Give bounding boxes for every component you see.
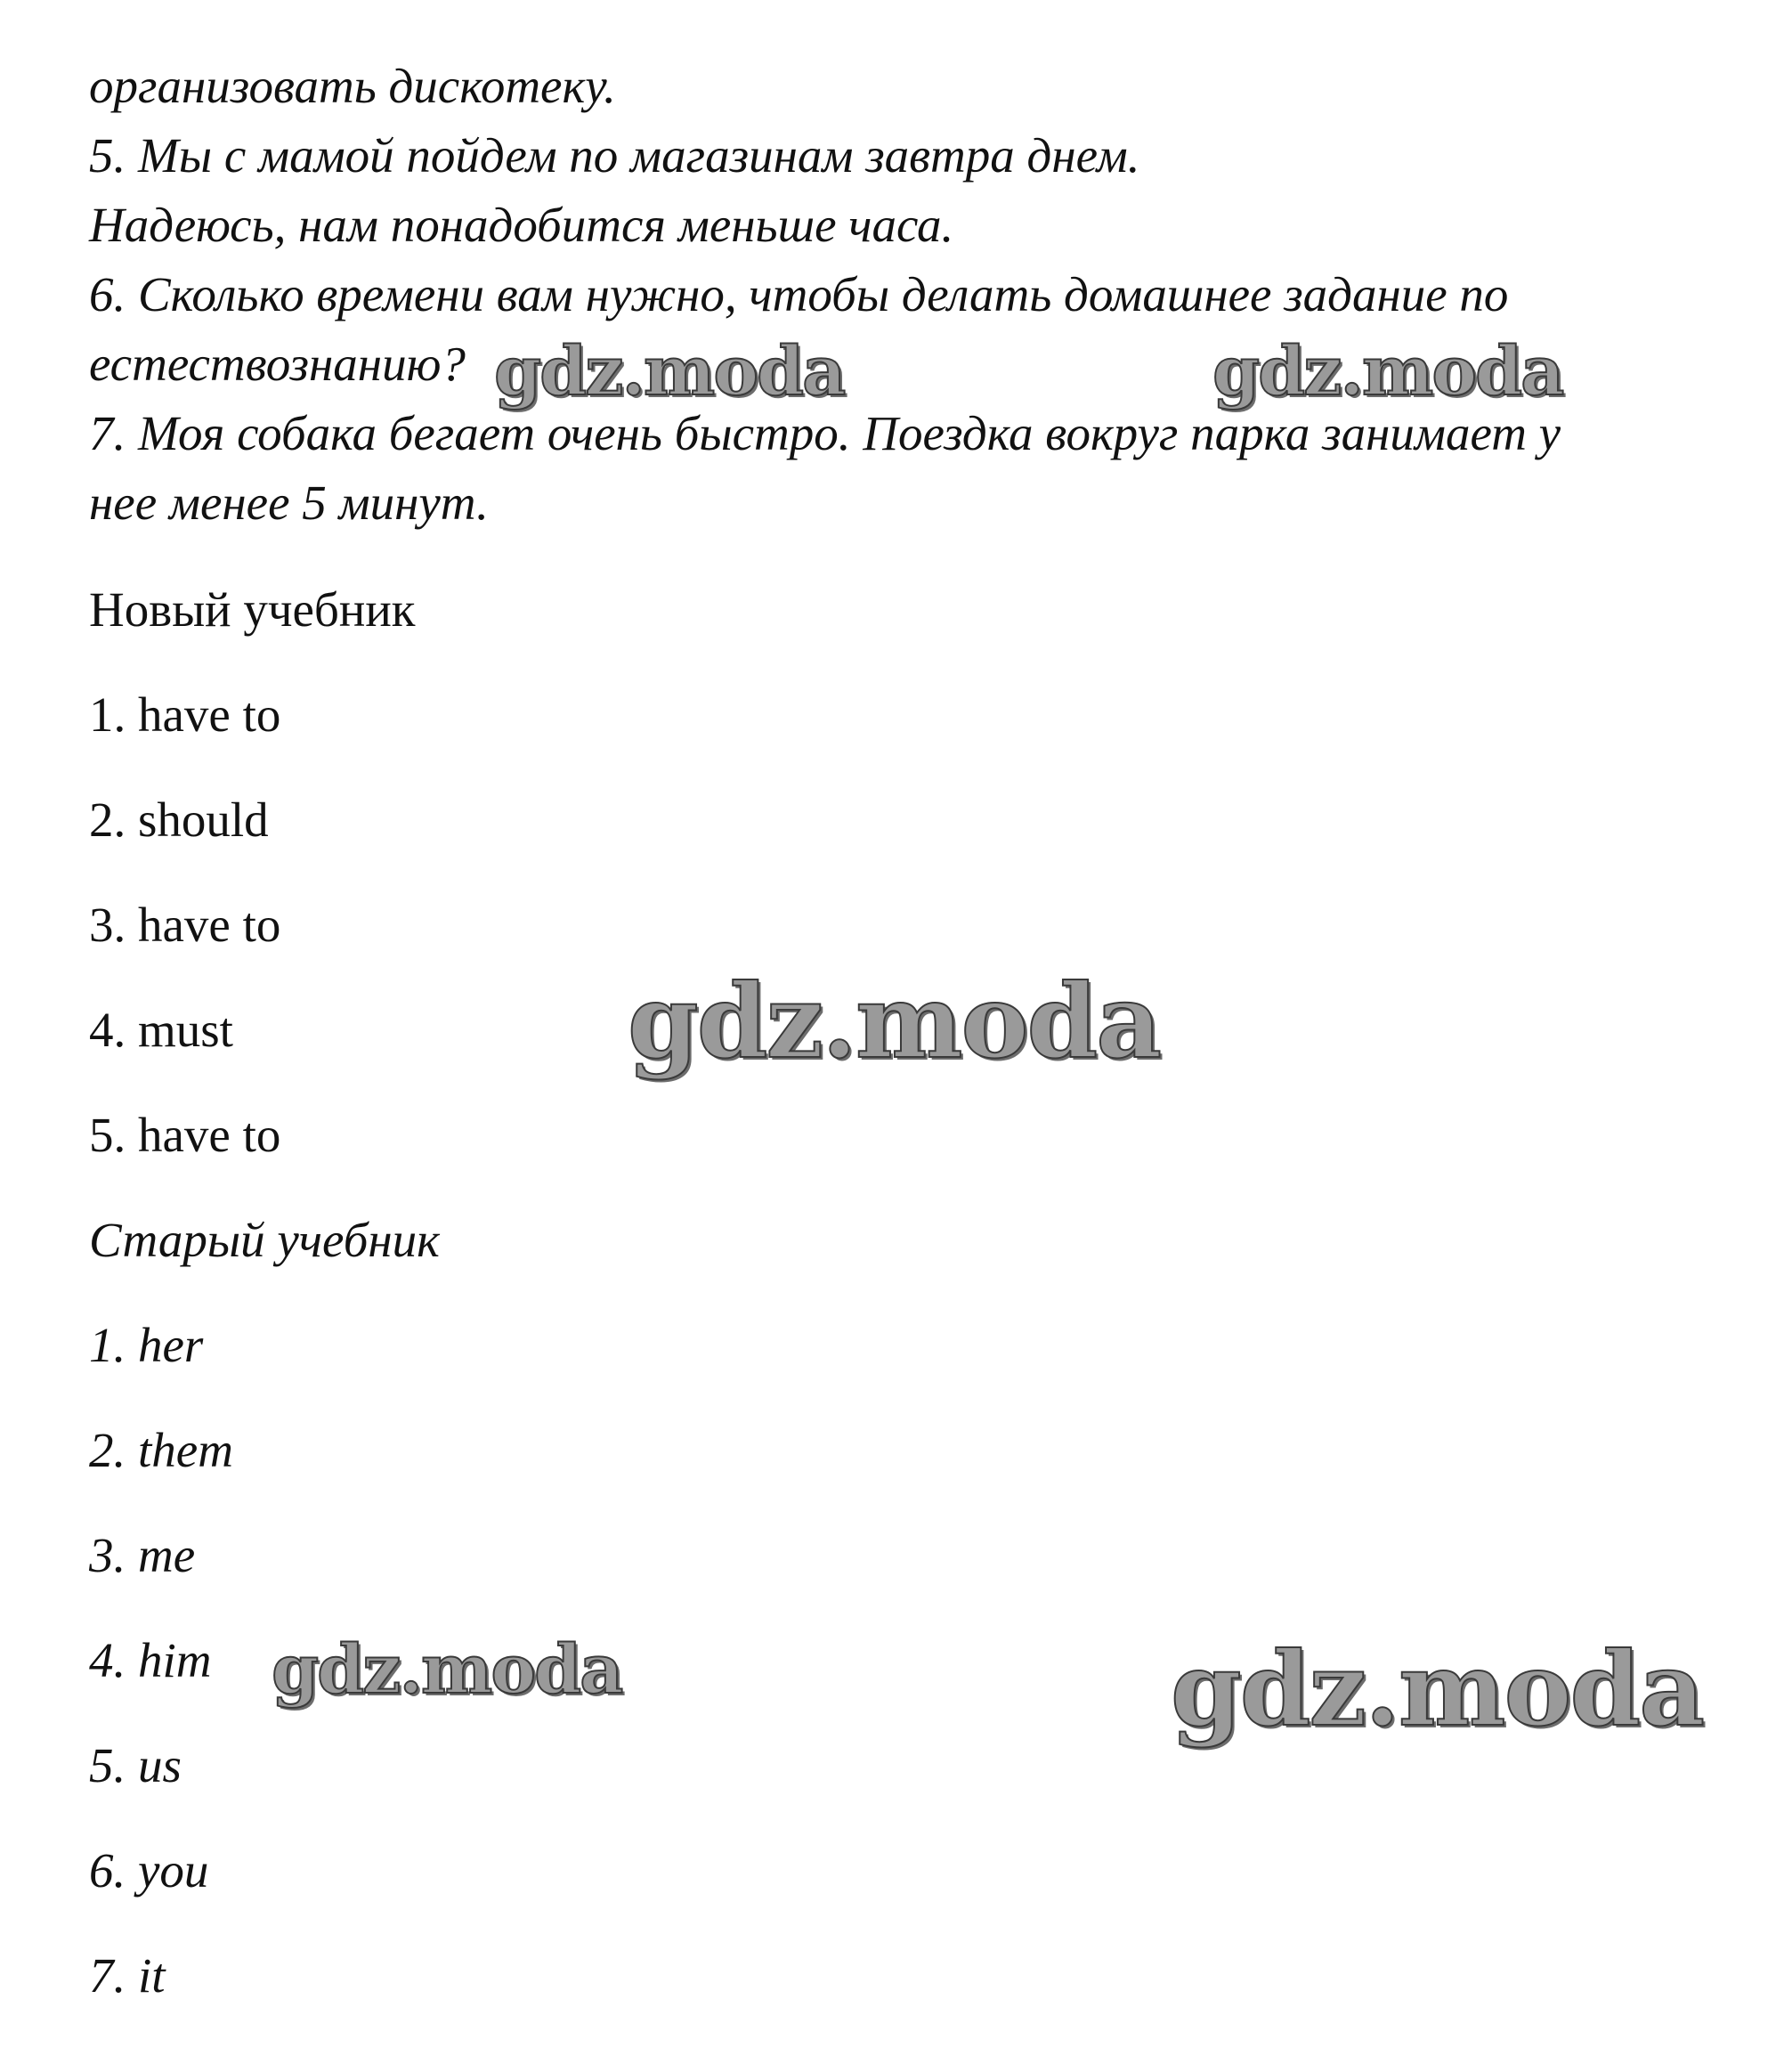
old-textbook-heading: Старый учебник xyxy=(89,1213,440,1267)
text-line-1: организовать дискотеку. xyxy=(89,59,616,113)
watermark: gdz.moda xyxy=(628,962,1161,1081)
text-line-6: 7. Моя собака бегает очень быстро. Поездка вокруг парка занимает у xyxy=(89,406,1561,460)
old-answer-4: 4. him xyxy=(89,1633,212,1687)
text-line-2: 5. Мы с мамой пойдем по магазинам завтра днем. xyxy=(89,128,1140,183)
watermark: gdz.moda xyxy=(494,331,845,410)
new-answer-3: 3. have to xyxy=(89,898,281,952)
new-textbook-heading: Новый учебник xyxy=(89,582,416,637)
new-answer-4: 4. must xyxy=(89,1003,233,1057)
watermark: gdz.moda xyxy=(272,1629,622,1709)
old-answer-2: 2. them xyxy=(89,1423,233,1477)
old-answer-3: 3. me xyxy=(89,1528,196,1582)
new-answer-5: 5. have to xyxy=(89,1108,281,1162)
old-answer-1: 1. her xyxy=(89,1318,204,1372)
text-line-3: Надеюсь, нам понадобится меньше часа. xyxy=(89,198,954,252)
watermark: gdz.moda xyxy=(1212,331,1563,410)
old-answer-6: 6. you xyxy=(89,1843,209,1898)
old-answer-7: 7. it xyxy=(89,1948,166,2003)
text-line-4: 6. Сколько времени вам нужно, чтобы делать домашнее задание по xyxy=(89,267,1509,321)
text-line-5: естествознанию? xyxy=(89,337,466,391)
old-answer-5: 5. us xyxy=(89,1738,182,1792)
new-answer-1: 1. have to xyxy=(89,687,281,742)
new-answer-2: 2. should xyxy=(89,792,269,847)
watermark: gdz.moda xyxy=(1171,1629,1704,1749)
text-line-7: нее менее 5 минут. xyxy=(89,475,489,530)
